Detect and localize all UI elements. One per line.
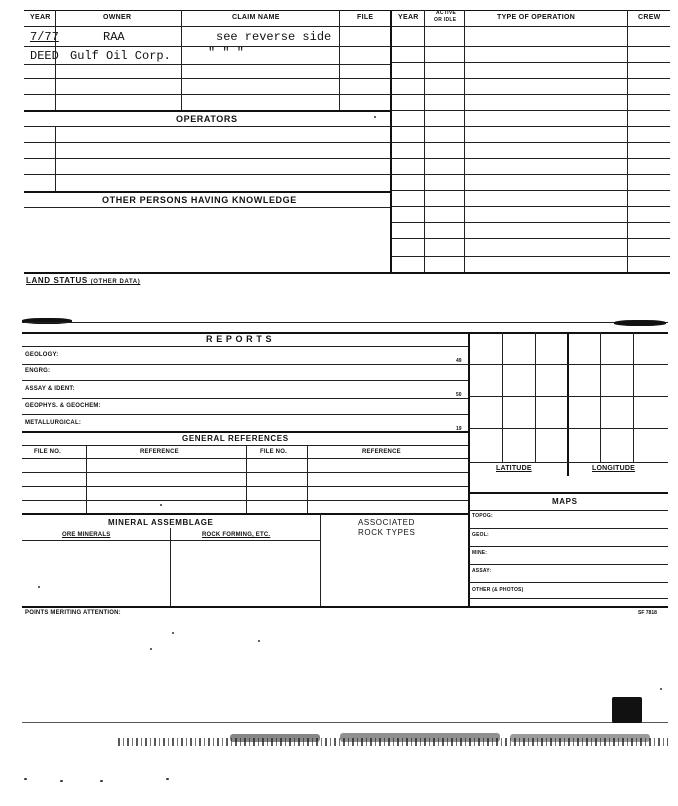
- row2-year: DEED: [30, 49, 59, 63]
- map-topog: TOPOG:: [472, 513, 493, 519]
- maps-title: MAPS: [552, 497, 578, 506]
- rock-types-label: ROCK TYPES: [358, 528, 416, 537]
- longitude-label: LONGITUDE: [592, 465, 636, 472]
- map-assay: ASSAY:: [472, 568, 492, 574]
- ore-minerals-label: ORE MINERALS: [62, 532, 111, 538]
- header-or-idle: OR IDLE: [434, 17, 457, 23]
- general-references-title: GENERAL REFERENCES: [182, 434, 289, 443]
- report-assay-num: 50: [456, 392, 462, 398]
- row2-claim: " " ": [208, 46, 245, 60]
- ref-header-ref2: REFERENCE: [362, 449, 401, 455]
- map-mine: MINE:: [472, 550, 488, 556]
- operators-label: OPERATORS: [176, 114, 238, 124]
- form-number: SF 7818: [638, 610, 657, 616]
- report-geology: GEOLOGY:: [25, 352, 59, 358]
- ref-header-file2: FILE NO.: [260, 449, 287, 455]
- map-geol: GEOL:: [472, 532, 489, 538]
- land-status-sub: (OTHER DATA): [90, 279, 141, 285]
- header-type-of-operation: TYPE OF OPERATION: [497, 14, 576, 21]
- reports-title: R E P O R T S: [206, 334, 273, 344]
- mineral-title: MINERAL ASSEMBLAGE: [108, 518, 214, 527]
- header-file: FILE: [357, 14, 374, 21]
- report-assay: ASSAY & IDENT:: [25, 386, 75, 392]
- rock-forming-label: ROCK FORMING, ETC.: [202, 532, 271, 538]
- map-other: OTHER (& PHOTOS): [472, 587, 524, 593]
- row2-owner: Gulf Oil Corp.: [70, 49, 171, 63]
- row1-year: 7/77: [30, 30, 59, 44]
- other-persons-label: OTHER PERSONS HAVING KNOWLEDGE: [102, 195, 297, 205]
- header-claim-name: CLAIM NAME: [232, 14, 280, 21]
- header-year: YEAR: [30, 14, 51, 21]
- ref-header-file1: FILE NO.: [34, 449, 61, 455]
- land-status-label: [26, 276, 140, 285]
- report-geology-num: 49: [456, 358, 462, 364]
- header-year-right: YEAR: [398, 14, 419, 21]
- associated-label: ASSOCIATED: [358, 518, 415, 527]
- row1-claim: see reverse side: [216, 30, 332, 44]
- header-active: ACTIVE: [436, 10, 457, 16]
- row1-owner: RAA: [103, 30, 125, 44]
- report-engrg: ENGRG:: [25, 368, 51, 374]
- header-owner: OWNER: [103, 14, 132, 21]
- header-crew: CREW: [638, 14, 661, 21]
- land-status-text: LAND STATUS: [26, 276, 88, 285]
- latitude-label: LATITUDE: [496, 465, 532, 472]
- report-geophys: GEOPHYS. & GEOCHEM:: [25, 403, 101, 409]
- points-label: POINTS MERITING ATTENTION:: [25, 610, 121, 616]
- report-metallurgical-num: 19: [456, 426, 462, 432]
- ref-header-ref1: REFERENCE: [140, 449, 179, 455]
- report-metallurgical: METALLURGICAL:: [25, 420, 82, 426]
